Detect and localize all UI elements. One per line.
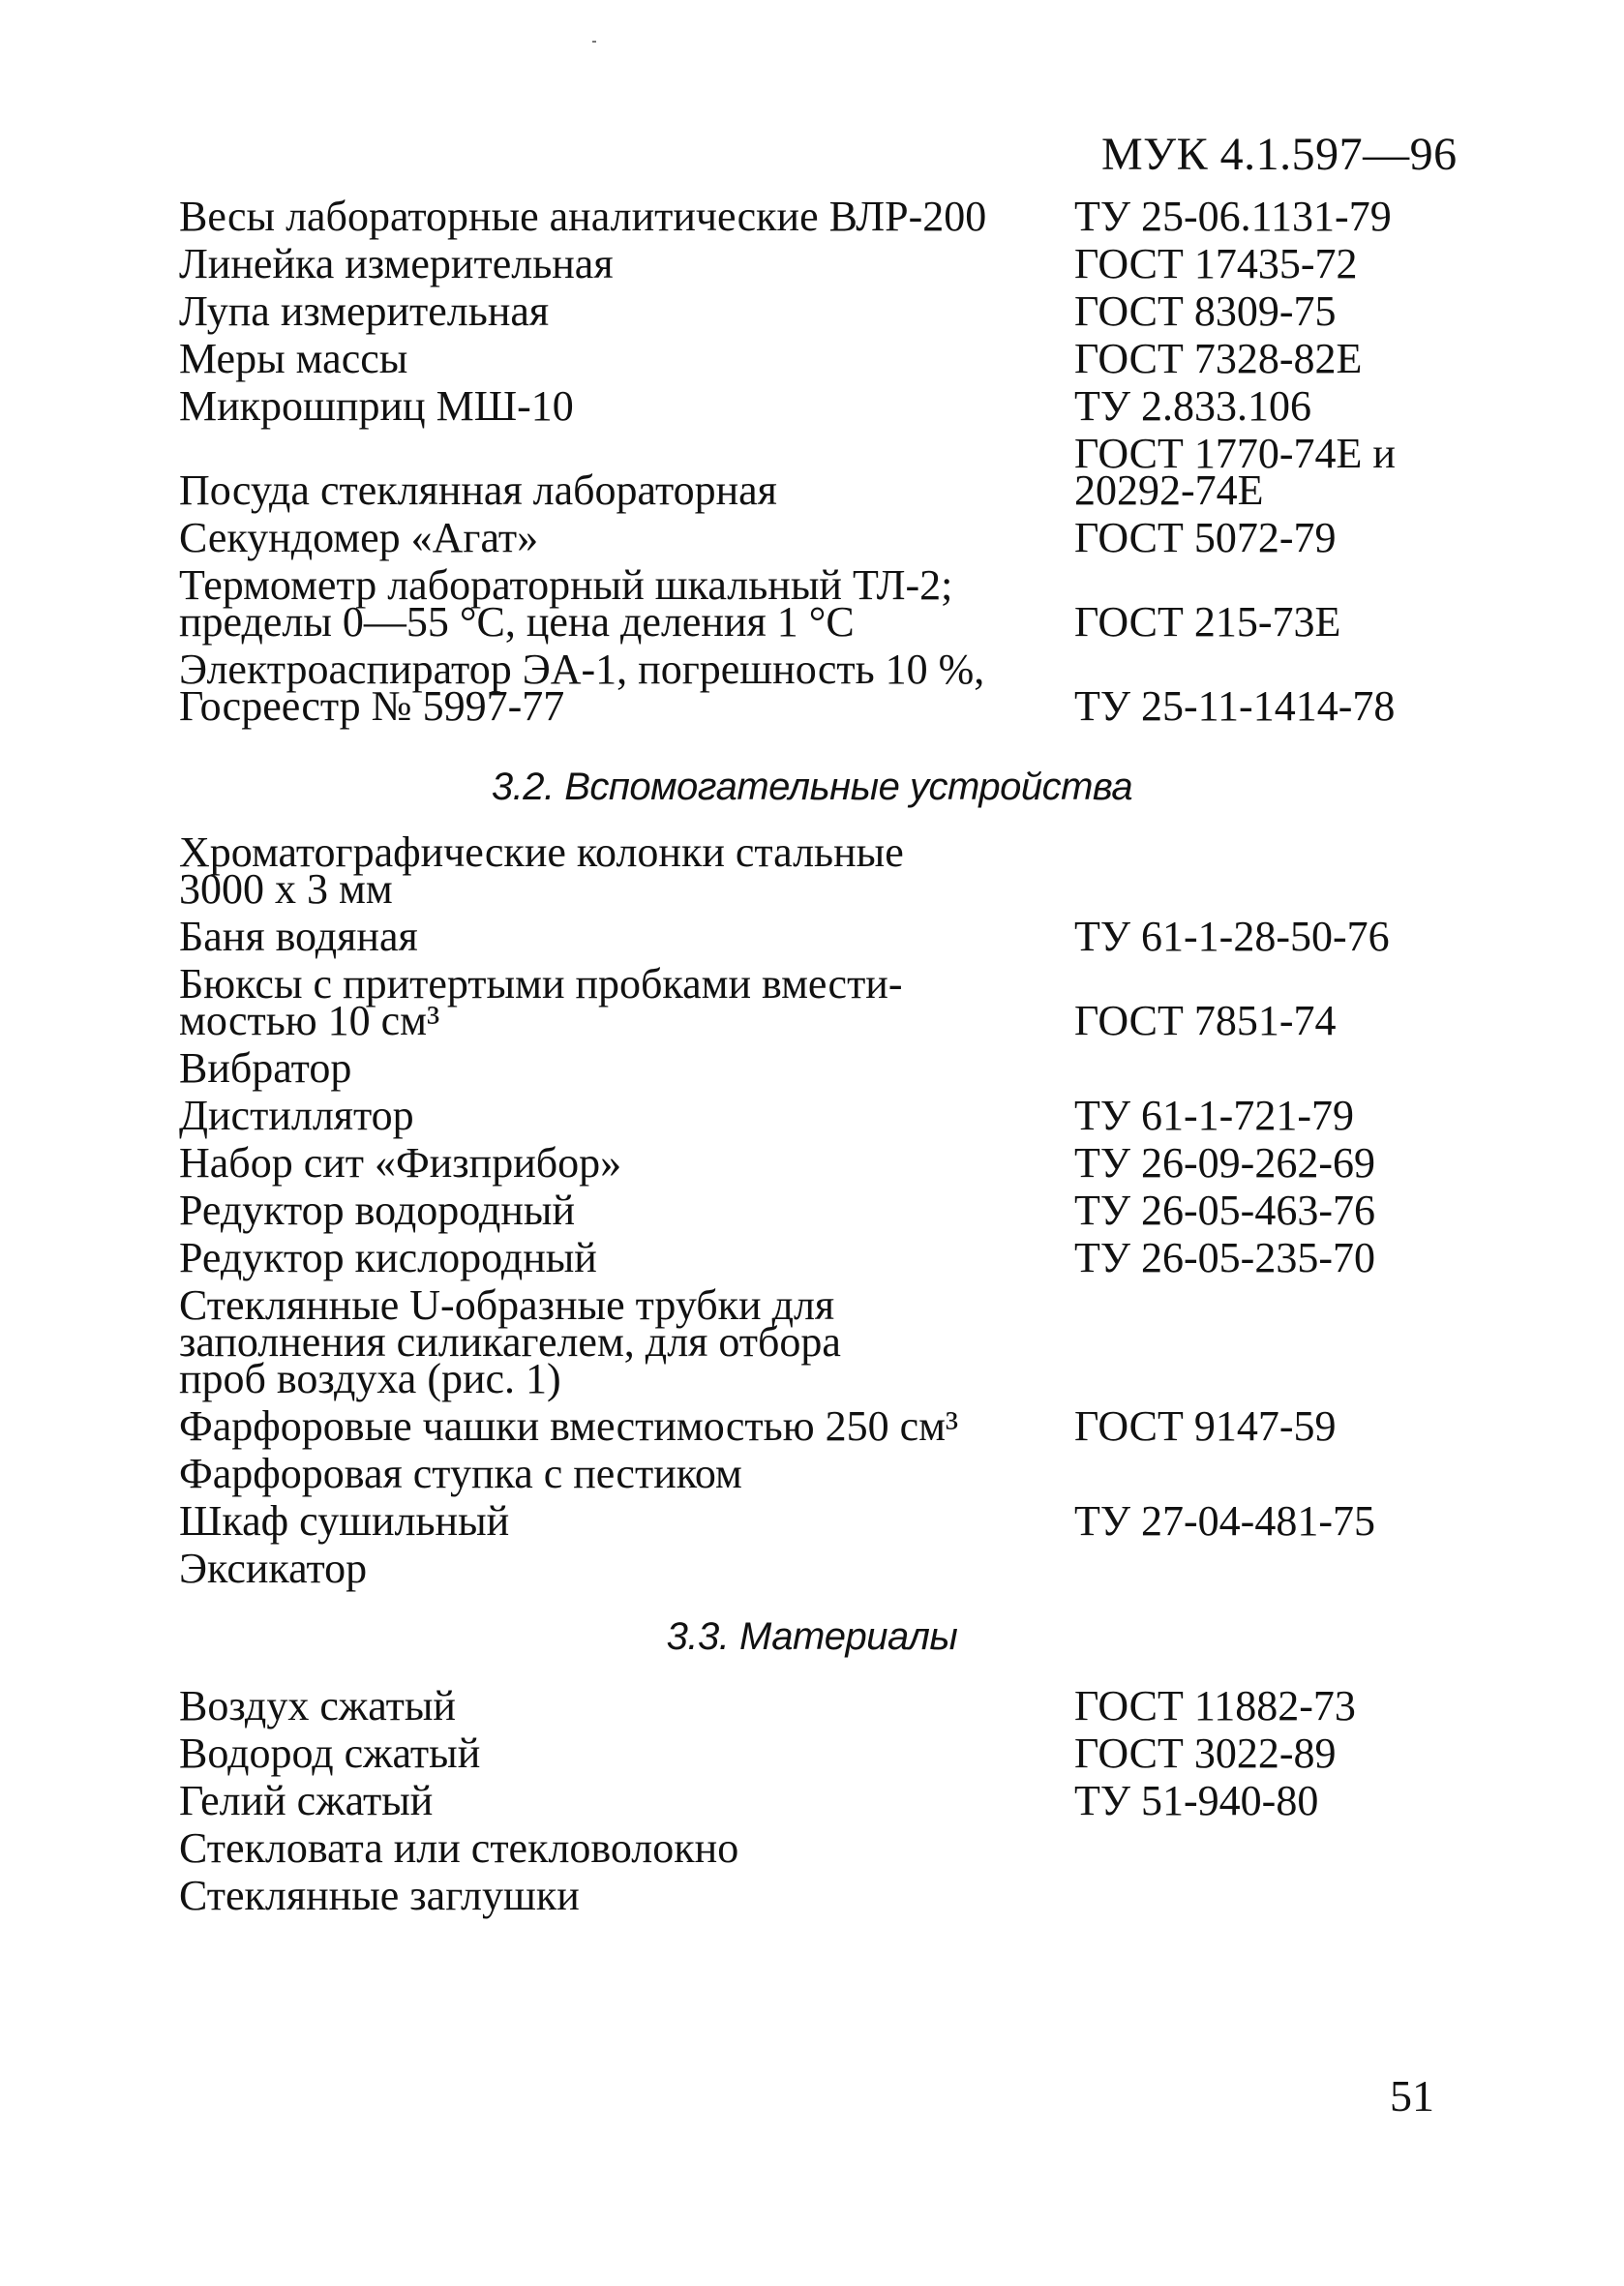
item-standard bbox=[1074, 287, 1447, 335]
section-title-materials: 3.3. Материалы bbox=[666, 1615, 958, 1658]
item-name-line: Электроаспиратор ЭА-1, погрешность 10 %, bbox=[179, 646, 985, 693]
list-item bbox=[179, 193, 1447, 240]
item-standard bbox=[1074, 1497, 1447, 1545]
item-standard-line: ТУ 26-09-262-69 bbox=[1074, 1139, 1375, 1187]
item-standard-line: ТУ 2.833.106 bbox=[1074, 382, 1312, 430]
item-standard bbox=[1074, 913, 1447, 960]
list-item bbox=[179, 335, 1447, 382]
item-standard-line: ТУ 61-1-721-79 bbox=[1074, 1092, 1354, 1139]
materials-list bbox=[179, 1682, 1447, 1925]
list-item bbox=[179, 646, 1447, 730]
item-name bbox=[179, 1824, 1074, 1872]
list-item bbox=[179, 1044, 1447, 1092]
list-item bbox=[179, 240, 1447, 287]
item-name-line: Редуктор кислородный bbox=[179, 1234, 597, 1281]
item-name-line: Линейка измерительная bbox=[179, 240, 614, 287]
item-standard-line: ГОСТ 1770-74Е и bbox=[1074, 430, 1396, 477]
item-standard bbox=[1074, 240, 1447, 287]
item-name bbox=[179, 466, 1074, 514]
item-name-line: Меры массы bbox=[179, 335, 408, 382]
item-name-line: Фарфоровая ступка с пестиком bbox=[179, 1450, 742, 1497]
item-name bbox=[179, 960, 1074, 1044]
item-standard bbox=[1074, 1777, 1447, 1824]
item-standard bbox=[1074, 1682, 1447, 1730]
item-standard bbox=[1074, 382, 1447, 430]
item-standard-line: ТУ 51-940-80 bbox=[1074, 1777, 1319, 1824]
item-name-line: Фарфоровые чашки вместимостью 250 см³ bbox=[179, 1402, 959, 1450]
list-item bbox=[179, 1545, 1447, 1592]
list-item bbox=[179, 1777, 1447, 1824]
item-name bbox=[179, 335, 1074, 382]
item-standard bbox=[1074, 193, 1447, 240]
list-item bbox=[179, 913, 1447, 960]
list-item bbox=[179, 828, 1447, 913]
item-name bbox=[179, 240, 1074, 287]
item-name-line: проб воздуха (рис. 1) bbox=[179, 1355, 561, 1402]
item-name bbox=[179, 1497, 1074, 1545]
item-standard bbox=[1074, 1402, 1447, 1450]
item-standard bbox=[1074, 598, 1447, 646]
list-item bbox=[179, 1730, 1447, 1777]
item-name bbox=[179, 1044, 1074, 1092]
item-name-line: заполнения силикагелем, для отбора bbox=[179, 1318, 841, 1366]
item-standard bbox=[1074, 430, 1447, 514]
item-name bbox=[179, 828, 1074, 913]
item-name-line: Микрошприц МШ-10 bbox=[179, 382, 574, 430]
item-standard bbox=[1074, 1187, 1447, 1234]
item-name bbox=[179, 646, 1074, 730]
item-standard-line: ГОСТ 215-73Е bbox=[1074, 598, 1341, 646]
item-name bbox=[179, 514, 1074, 561]
auxiliary-devices-list bbox=[179, 828, 1447, 1598]
item-standard bbox=[1074, 1139, 1447, 1187]
item-standard-line: ГОСТ 9147-59 bbox=[1074, 1402, 1337, 1450]
item-standard bbox=[1074, 1092, 1447, 1139]
item-name-line: Стекловата или стекловолокно bbox=[179, 1824, 739, 1872]
item-name-line: Секундомер «Агат» bbox=[179, 514, 539, 561]
item-standard-line: ГОСТ 8309-75 bbox=[1074, 287, 1337, 335]
item-name-line: Стеклянные U-образные трубки для bbox=[179, 1281, 835, 1329]
item-standard-line: ГОСТ 17435-72 bbox=[1074, 240, 1358, 287]
item-name-line: Водород сжатый bbox=[179, 1730, 481, 1777]
item-name bbox=[179, 193, 1074, 240]
list-item bbox=[179, 1281, 1447, 1402]
equipment-list bbox=[179, 193, 1447, 736]
item-standard-line: ТУ 27-04-481-75 bbox=[1074, 1497, 1375, 1545]
item-name-line: Гелий сжатый bbox=[179, 1777, 434, 1824]
item-name-line: Редуктор водородный bbox=[179, 1187, 576, 1234]
item-standard bbox=[1074, 514, 1447, 561]
item-name bbox=[179, 1450, 1074, 1497]
list-item bbox=[179, 1497, 1447, 1545]
item-standard-line: ГОСТ 7851-74 bbox=[1074, 997, 1337, 1044]
item-standard-line: ГОСТ 5072-79 bbox=[1074, 514, 1337, 561]
list-item bbox=[179, 1872, 1447, 1919]
item-name-line: мостью 10 см³ bbox=[179, 997, 440, 1044]
item-name bbox=[179, 561, 1074, 646]
list-item bbox=[179, 561, 1447, 646]
item-name-line: пределы 0—55 °С, цена деления 1 °С bbox=[179, 598, 855, 646]
list-item bbox=[179, 1092, 1447, 1139]
item-name-line: Госреестр № 5997-77 bbox=[179, 682, 565, 730]
document-id: МУК 4.1.597—96 bbox=[1101, 129, 1458, 180]
item-name-line: Воздух сжатый bbox=[179, 1682, 456, 1730]
item-name-line: Шкаф сушильный bbox=[179, 1497, 510, 1545]
item-standard bbox=[1074, 997, 1447, 1044]
list-item bbox=[179, 382, 1447, 430]
item-name bbox=[179, 1402, 1074, 1450]
item-name bbox=[179, 382, 1074, 430]
page-number: 51 bbox=[1390, 2071, 1434, 2121]
list-item bbox=[179, 1824, 1447, 1872]
section-title-auxiliary-devices: 3.2. Вспомогательные устройства bbox=[491, 766, 1133, 808]
list-item bbox=[179, 1139, 1447, 1187]
item-standard-line: ТУ 61-1-28-50-76 bbox=[1074, 913, 1390, 960]
item-name bbox=[179, 1730, 1074, 1777]
item-name-line: Стеклянные заглушки bbox=[179, 1872, 580, 1919]
item-standard-line: 20292-74Е bbox=[1074, 466, 1264, 514]
item-name bbox=[179, 287, 1074, 335]
list-item bbox=[179, 1187, 1447, 1234]
scan-artifact bbox=[592, 41, 596, 43]
item-name-line: Посуда стеклянная лабораторная bbox=[179, 466, 777, 514]
item-standard bbox=[1074, 682, 1447, 730]
item-name bbox=[179, 1234, 1074, 1281]
item-name bbox=[179, 1092, 1074, 1139]
list-item bbox=[179, 430, 1447, 514]
list-item bbox=[179, 1234, 1447, 1281]
item-standard-line: ГОСТ 7328-82Е bbox=[1074, 335, 1363, 382]
list-item bbox=[179, 287, 1447, 335]
item-standard bbox=[1074, 335, 1447, 382]
item-standard-line: ТУ 26-05-235-70 bbox=[1074, 1234, 1375, 1281]
item-standard-line: ТУ 25-11-1414-78 bbox=[1074, 682, 1396, 730]
item-name-line: Дистиллятор bbox=[179, 1092, 414, 1139]
item-name-line: Баня водяная bbox=[179, 913, 418, 960]
item-name-line: Набор сит «Физприбор» bbox=[179, 1139, 622, 1187]
item-standard-line: ТУ 26-05-463-76 bbox=[1074, 1187, 1375, 1234]
item-name-line: Хроматографические колонки стальные bbox=[179, 828, 904, 876]
item-name bbox=[179, 1187, 1074, 1234]
item-name bbox=[179, 1872, 1074, 1919]
item-standard-line: ГОСТ 3022-89 bbox=[1074, 1730, 1337, 1777]
item-standard-line: ГОСТ 11882-73 bbox=[1074, 1682, 1356, 1730]
item-name-line: Термометр лабораторный шкальный ТЛ-2; bbox=[179, 561, 953, 609]
item-standard-line: ТУ 25-06.1131-79 bbox=[1074, 193, 1392, 240]
item-name-line: 3000 х 3 мм bbox=[179, 865, 393, 913]
list-item bbox=[179, 1402, 1447, 1450]
list-item bbox=[179, 960, 1447, 1044]
list-item bbox=[179, 1450, 1447, 1497]
item-name bbox=[179, 1682, 1074, 1730]
list-item bbox=[179, 1682, 1447, 1730]
item-name bbox=[179, 913, 1074, 960]
item-name-line: Весы лабораторные аналитические ВЛР-200 bbox=[179, 193, 987, 240]
list-item bbox=[179, 514, 1447, 561]
item-name bbox=[179, 1777, 1074, 1824]
item-name-line: Вибратор bbox=[179, 1044, 352, 1092]
item-standard bbox=[1074, 1234, 1447, 1281]
item-standard bbox=[1074, 1730, 1447, 1777]
item-name bbox=[179, 1139, 1074, 1187]
item-name bbox=[179, 1545, 1074, 1592]
item-name-line: Лупа измерительная bbox=[179, 287, 550, 335]
item-name-line: Бюксы с притертыми пробками вмести- bbox=[179, 960, 903, 1008]
item-name-line: Эксикатор bbox=[179, 1545, 368, 1592]
item-name bbox=[179, 1281, 1074, 1402]
